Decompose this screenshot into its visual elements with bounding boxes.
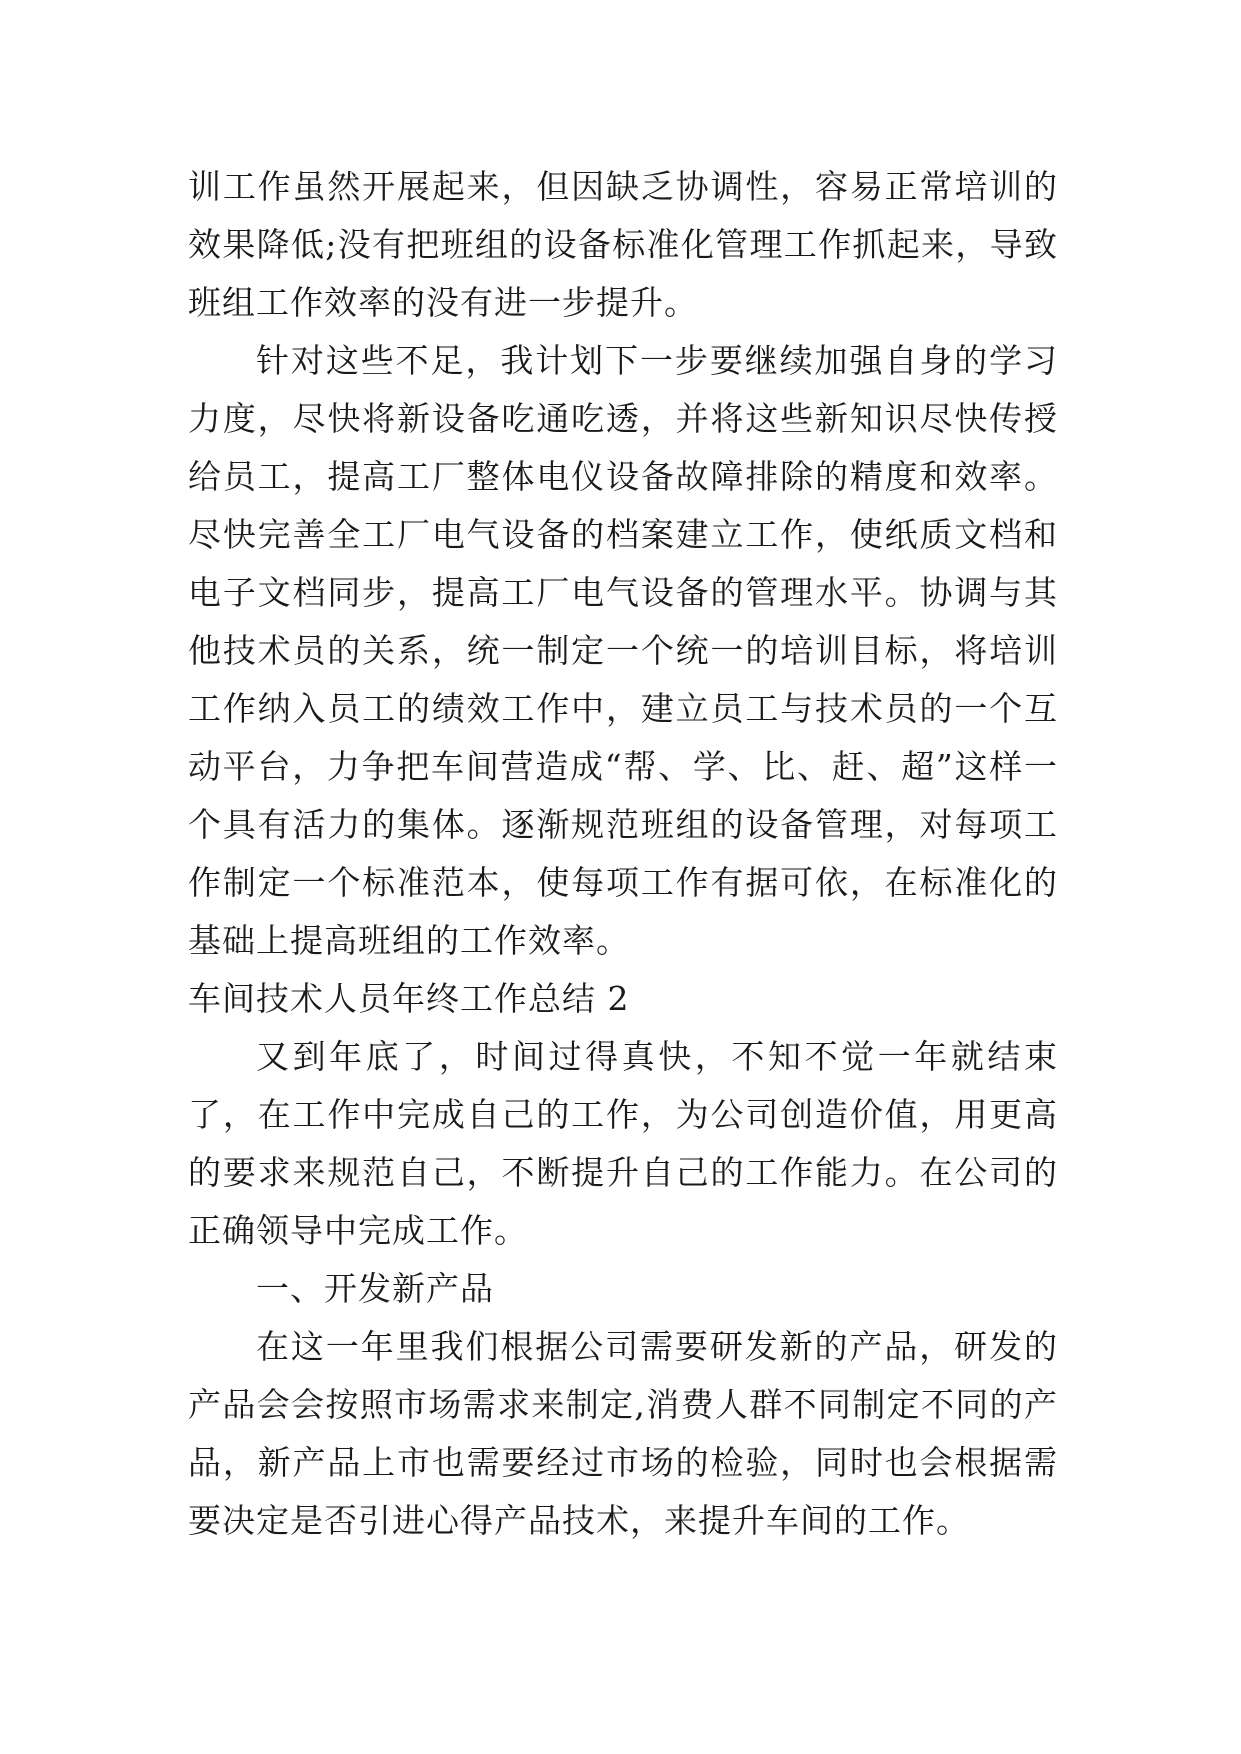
paragraph-year-end-intro: 又到年底了，时间过得真快，不知不觉一年就结束了，在工作中完成自己的工作，为公司创造价值，用更高的要求来规范自己，不断提升自己的工作能力。在公司的正确领导中完成工作。	[188, 1037, 1058, 1250]
paragraph-continuation: 训工作虽然开展起来，但因缺乏协调性，容易正常培训的效果降低;没有把班组的设备标准化管理工作抓起来，导致班组工作效率的没有进一步提升。	[188, 167, 1058, 322]
paragraph-improvement-plan: 针对这些不足，我计划下一步要继续加强自身的学习力度，尽快将新设备吃通吃透，并将这些新知识尽快传授给员工，提高工厂整体电仪设备故障排除的精度和效率。尽快完善全工厂电气设备的档案建立工作，使纸质文档和电子文档同步，提高工厂电气设备的管理水平。协调与其他技术员的关系，统一制定一个统一的培训目标，将培训工作纳入员工的绩效工作中，建立员工与技术员的一个互动平台，力争把车间营造成“帮、学、比、赶、超”这样一个具有活力的集体。逐渐规范班组的设备管理，对每项工作制定一个标准范本，使每项工作有据可依，在标准化的基础上提高班组的工作效率。	[188, 341, 1058, 960]
section-title: 车间技术人员年终工作总结 2	[188, 979, 630, 1018]
document-body	[188, 158, 1058, 1550]
subheading-new-products: 一、开发新产品	[256, 1269, 494, 1308]
paragraph-new-products: 在这一年里我们根据公司需要研发新的产品，研发的产品会会按照市场需求来制定,消费人群不同制定不同的产品，新产品上市也需要经过市场的检验，同时也会根据需要决定是否引进心得产品技术，来提升车间的工作。	[188, 1327, 1058, 1540]
